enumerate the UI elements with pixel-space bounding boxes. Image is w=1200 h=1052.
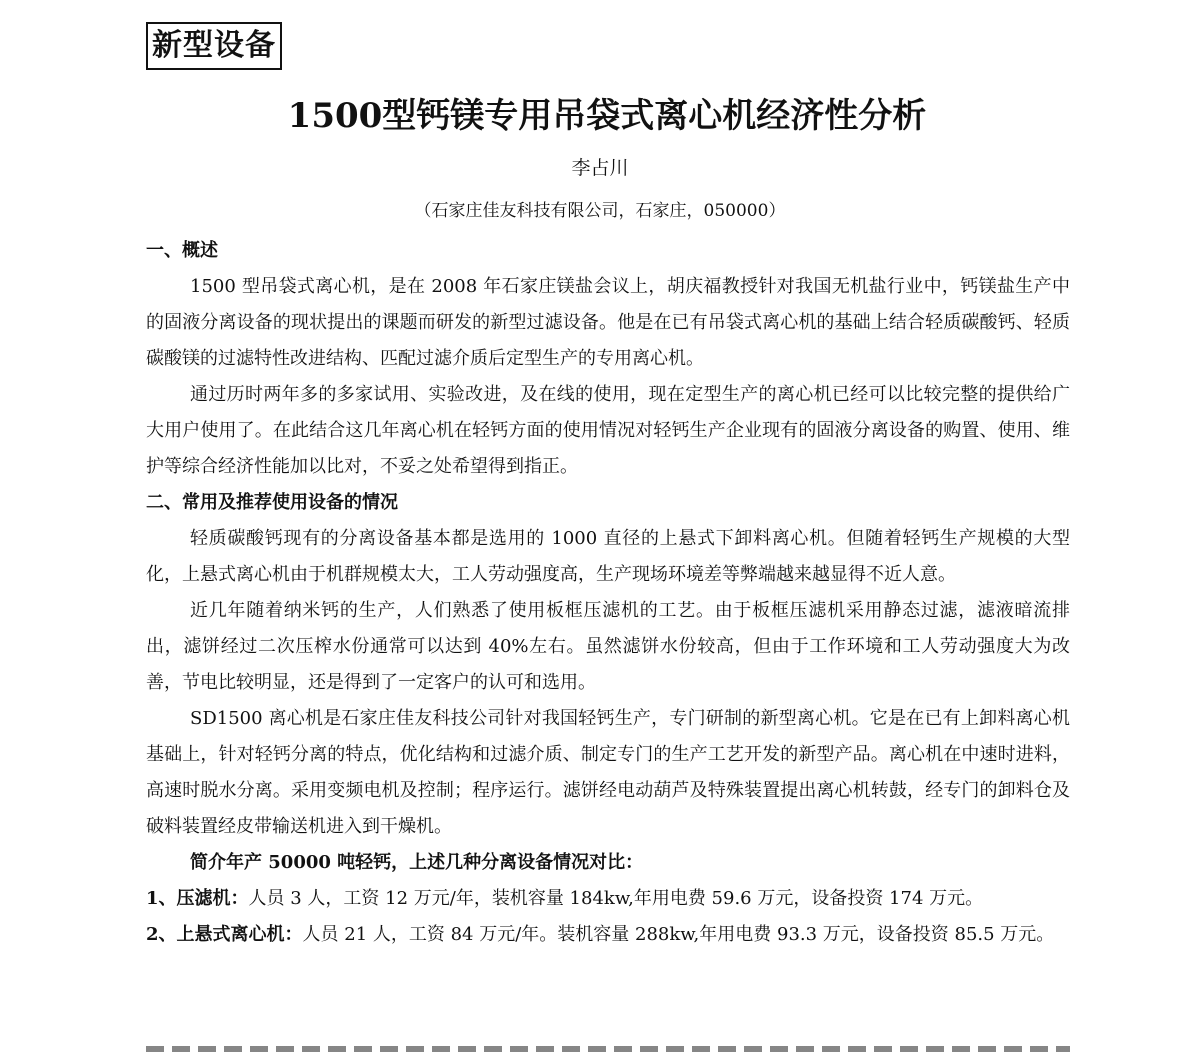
item-number: 1、	[146, 888, 177, 909]
author-affiliation: （石家庄佳友科技有限公司，石家庄，050000）	[414, 201, 786, 221]
list-item	[146, 881, 1070, 917]
paragraph: 通过历时两年多的多家试用、实验改进，及在线的使用，现在定型生产的离心机已经可以比较完整的提供给广大用户使用了。在此结合这几年离心机在轻钙方面的使用情况对轻钙生产企业现有的固液分离设备的购置、使用、维护等综合经济性能加以比对，不妥之处希望得到指正。	[146, 384, 1070, 477]
item-label: 压滤机：	[176, 888, 249, 909]
category-tag: 新型设备	[146, 22, 282, 70]
item-label: 上悬式离心机：	[176, 924, 303, 945]
article-title: 1500型钙镁专用吊袋式离心机经济性分析	[287, 96, 927, 136]
item-text: 人员 3 人，工资 12 万元/年，装机容量 184kw,年用电费 59.6 万元，设备投资 174 万元。	[248, 888, 984, 909]
paragraph: SD1500 离心机是石家庄佳友科技公司针对我国轻钙生产，专门研制的新型离心机。它是在已有上卸料离心机基础上，针对轻钙分离的特点，优化结构和过滤介质、制定专门的生产工艺开发的新型产品。离心机在中速时进料，高速时脱水分离。采用变频电机及控制；程序运行。滤饼经电动葫芦及特殊装置提出离心机转鼓，经专门的卸料仓及破料装置经皮带输送机进入到干燥机。	[146, 708, 1070, 837]
list-item	[146, 917, 1070, 953]
paragraph: 1500 型吊袋式离心机，是在 2008 年石家庄镁盐会议上，胡庆福教授针对我国无机盐行业中，钙镁盐生产中的固液分离设备的现状提出的课题而研发的新型过滤设备。他是在已有吊袋式离心机的基础上结合轻质碳酸钙、轻质碳酸镁的过滤特性改进结构、匹配过滤介质后定型生产的专用离心机。	[146, 276, 1070, 369]
article-body	[146, 233, 1070, 953]
comparison-intro: 简介年产 50000 吨轻钙，上述几种分离设备情况对比：	[190, 852, 644, 873]
cut-off-text-line	[146, 1046, 1070, 1052]
section-heading: 二、常用及推荐使用设备的情况	[146, 492, 398, 513]
item-number: 2、	[146, 924, 177, 945]
paragraph: 轻质碳酸钙现有的分离设备基本都是选用的 1000 直径的上悬式下卸料离心机。但随着轻钙生产规模的大型化，上悬式离心机由于机群规模太大，工人劳动强度高，生产现场环境差等弊端越来越显得不近人意。	[146, 528, 1070, 585]
paragraph: 近几年随着纳米钙的生产，人们熟悉了使用板框压滤机的工艺。由于板框压滤机采用静态过滤，滤液暗流排出，滤饼经过二次压榨水份通常可以达到 40%左右。虽然滤饼水份较高，但由于工作环境和工人劳动强度大为改善，节电比较明显，还是得到了一定客户的认可和选用。	[146, 600, 1070, 693]
item-text: 人员 21 人，工资 84 万元/年。装机容量 288kw,年用电费 93.3 万元，设备投资 85.5 万元。	[302, 924, 1055, 945]
section-heading: 一、概述	[146, 240, 218, 261]
author-name: 李占川	[571, 157, 629, 179]
